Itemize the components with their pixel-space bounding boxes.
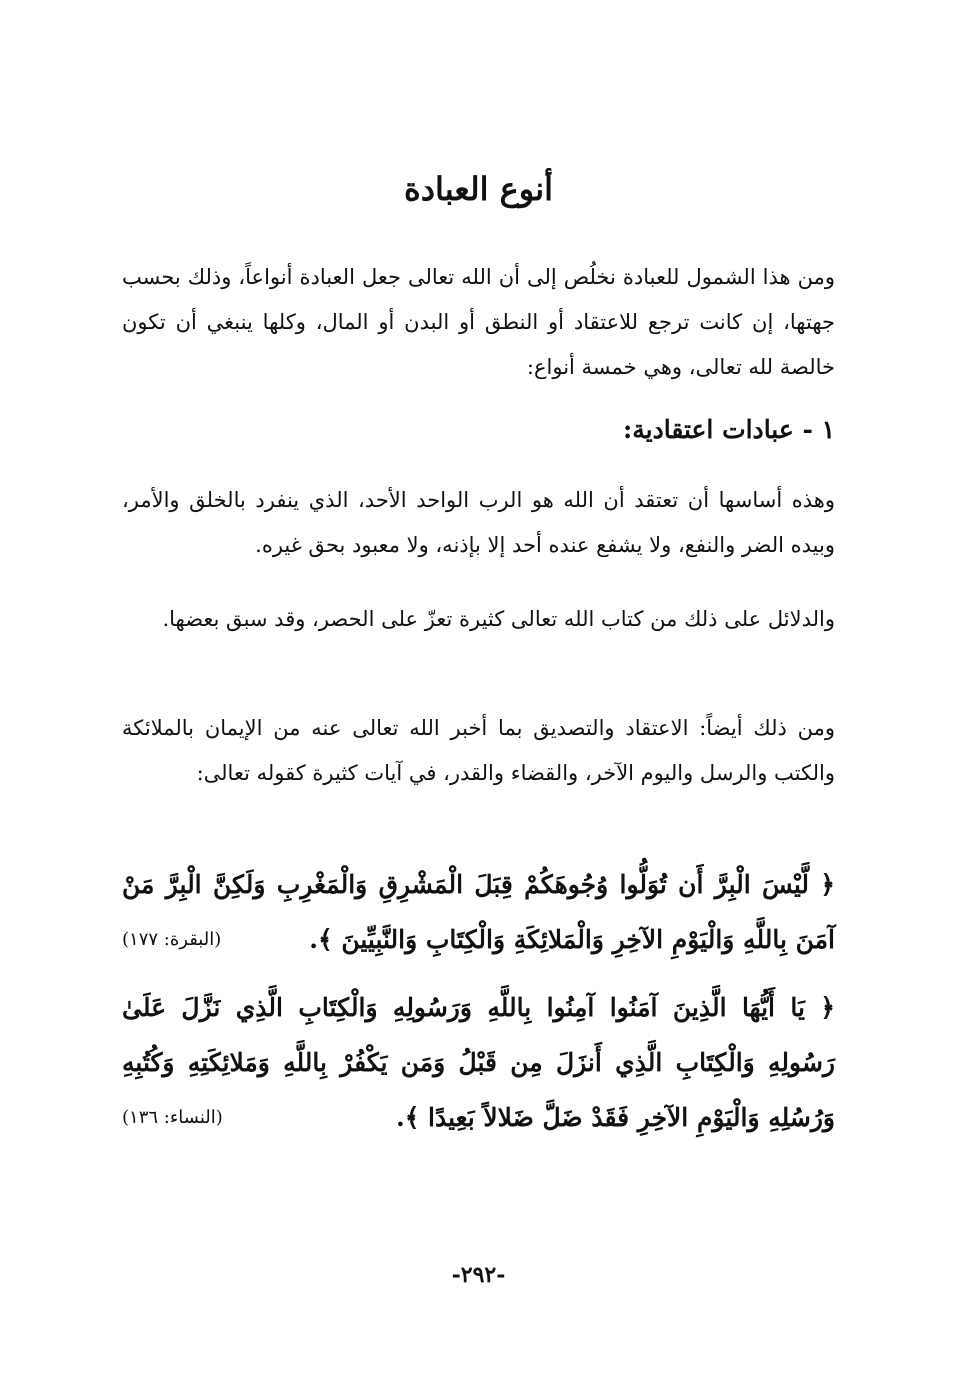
paragraph-belief-basis: وهذه أساسها أن تعتقد أن الله هو الرب الواحد الأحد، الذي ينفرد بالخلق والأمر، وبيده الضر والنفع، ولا يشفع عنده أحد إلا بإذنه، ولا معبود بحق غيره. <box>122 488 835 557</box>
paragraph-faith-pillars: ومن ذلك أيضاً: الاعتقاد والتصديق بما أخبر الله تعالى عنه من الإيمان بالملائكة والكتب والرسل واليوم الآخر، والقضاء والقدر، في آيات كثيرة كقوله تعالى: <box>122 716 835 785</box>
verse-nisa <box>122 980 835 1145</box>
page-number: -٢٩٢- <box>451 1262 506 1288</box>
verse-reference: (النساء: ١٣٦) <box>122 1107 223 1128</box>
intro-paragraph: ومن هذا الشمول للعبادة نخلُص إلى أن الله تعالى جعل العبادة أنواعاً، وذلك بحسب جهتها، إن كانت ترجع للاعتقاد أو النطق أو البدن أو المال، وكلها ينبغي أن تكون خالصة لله تعالى، وهي خمسة أنواع: <box>122 265 835 379</box>
verse-baqarah <box>122 857 835 967</box>
verse-text: ﴿ لَّيْسَ الْبِرَّ أَن تُوَلُّوا وُجُوهَكُمْ قِبَلَ الْمَشْرِقِ وَالْمَغْرِبِ وَلَكِنَّ الْبِرَّ مَنْ آمَنَ بِاللَّهِ وَالْيَوْمِ الآخِرِ وَالْمَلائِكَةِ وَالْكِتَابِ وَالنَّبِيِّينَ ﴾. <box>122 870 835 954</box>
verse-reference: (البقرة: ١٧٧) <box>122 929 222 950</box>
verse-text: ﴿ يَا أَيُّهَا الَّذِينَ آمَنُوا آمِنُوا بِاللَّهِ وَرَسُولِهِ وَالْكِتَابِ الَّذِي نَزَّلَ عَلَىٰ رَسُولِهِ وَالْكِتَابِ الَّذِي أَنزَلَ مِن قَبْلُ وَمَن يَكْفُرْ بِاللَّهِ وَمَلائِكَتِهِ وَكُتُبِهِ وَرُسُلِهِ وَالْيَوْمِ الآخِرِ فَقَدْ ضَلَّ ضَلالاً بَعِيدًا ﴾. <box>122 993 835 1132</box>
page-title: أنوع العبادة <box>403 170 554 208</box>
section-heading: ١ - عبادات اعتقادية: <box>622 415 835 444</box>
paragraph-evidence: والدلائل على ذلك من كتاب الله تعالى كثيرة تعزّ على الحصر، وقد سبق بعضها. <box>162 607 835 631</box>
